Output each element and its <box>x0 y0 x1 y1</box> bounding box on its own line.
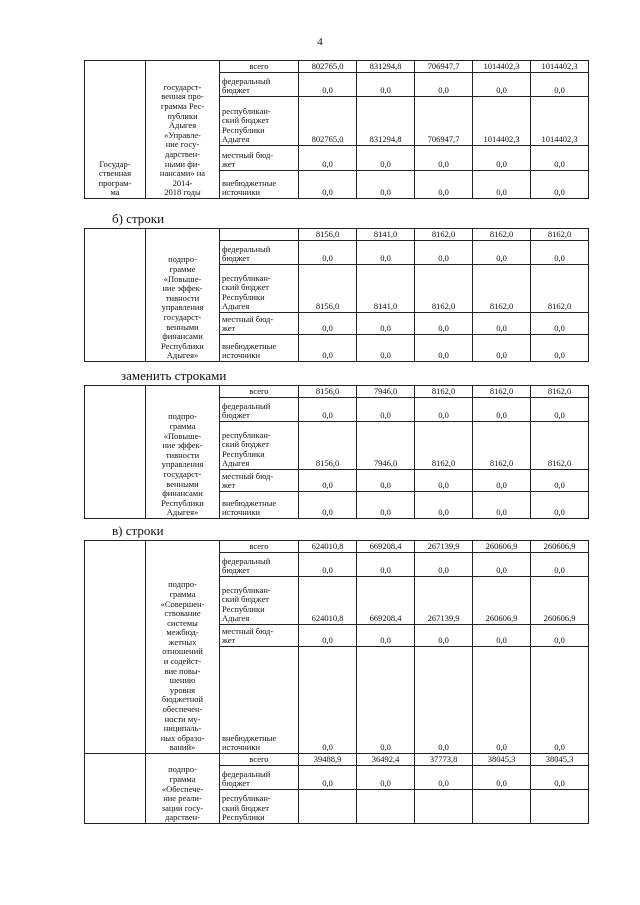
amount-cell: 624010,8 <box>299 577 357 625</box>
amount-cell: 0,0 <box>473 625 531 647</box>
amount-cell: 38045,3 <box>531 754 589 766</box>
program-type-cell <box>85 386 146 519</box>
budget-table-state-program <box>84 60 589 199</box>
amount-cell: 0,0 <box>473 492 531 519</box>
amount-cell: 0,0 <box>473 313 531 335</box>
amount-cell: 8162,0 <box>531 265 589 313</box>
funding-source-cell <box>220 229 299 241</box>
section-label-b: б) строки <box>112 211 165 226</box>
funding-source-cell: федеральный бюджет <box>220 398 299 422</box>
amount-cell: 0,0 <box>415 171 473 199</box>
amount-cell: 802765,0 <box>299 61 357 73</box>
funding-source-cell: местный бюд- жет <box>220 313 299 335</box>
amount-cell: 0,0 <box>531 335 589 362</box>
amount-cell: 0,0 <box>415 470 473 492</box>
funding-source-cell: местный бюд- жет <box>220 625 299 647</box>
funding-source-cell: республикан- ский бюджет Республики Адыгея <box>220 577 299 625</box>
amount-cell: 260606,9 <box>531 577 589 625</box>
program-name-cell: подпро- грамме «Повыше- ние эффек- тивности управления государст- венными финансами Республики Адыгея» <box>146 229 220 362</box>
amount-cell <box>299 790 357 824</box>
funding-source-cell: республикан- ский бюджет Республики Адыгея <box>220 265 299 313</box>
table-row <box>85 61 589 73</box>
amount-cell: 0,0 <box>299 470 357 492</box>
amount-cell: 0,0 <box>299 398 357 422</box>
budget-table-lines-b <box>84 228 589 362</box>
program-type-cell: Государ- ственная програм- ма <box>85 61 146 199</box>
amount-cell: 706947,7 <box>415 61 473 73</box>
program-name-cell: государст- венная про- грамма Рес- публики Адыгея «Управле- ние госу- дарствен- ными фи- нансами» на 2014- 2018 годы <box>146 61 220 199</box>
amount-cell: 0,0 <box>299 73 357 97</box>
funding-source-cell: всего <box>220 61 299 73</box>
amount-cell: 38045,3 <box>473 754 531 766</box>
amount-cell: 1014402,3 <box>531 97 589 146</box>
program-name-cell: подпро- грамма «Совершен- ствование системы межбюд- жетных отношений и содейст- вие повы- шению уровня бюджетной обеспечен- ности му- ниципаль- ных образо- ваний» <box>146 541 220 754</box>
amount-cell: 8156,0 <box>299 422 357 470</box>
funding-source-cell: всего <box>220 541 299 553</box>
amount-cell: 0,0 <box>531 470 589 492</box>
amount-cell: 267139,9 <box>415 541 473 553</box>
amount-cell: 0,0 <box>299 625 357 647</box>
funding-source-cell: республикан- ский бюджет Республики Адыгея <box>220 422 299 470</box>
amount-cell: 0,0 <box>531 241 589 265</box>
program-type-cell <box>85 541 146 754</box>
table-row <box>85 229 589 241</box>
amount-cell: 706947,7 <box>415 97 473 146</box>
funding-source-cell: внебюджетные источники <box>220 647 299 754</box>
amount-cell: 1014402,3 <box>473 97 531 146</box>
amount-cell: 8162,0 <box>473 422 531 470</box>
amount-cell: 8162,0 <box>415 265 473 313</box>
amount-cell: 831294,8 <box>357 61 415 73</box>
funding-source-cell: федеральный бюджет <box>220 73 299 97</box>
amount-cell: 0,0 <box>531 625 589 647</box>
program-type-cell <box>85 229 146 362</box>
amount-cell: 0,0 <box>357 625 415 647</box>
amount-cell: 0,0 <box>299 766 357 790</box>
amount-cell: 8156,0 <box>299 386 357 398</box>
funding-source-cell: федеральный бюджет <box>220 241 299 265</box>
amount-cell: 0,0 <box>299 335 357 362</box>
funding-source-cell: всего <box>220 754 299 766</box>
amount-cell: 0,0 <box>299 492 357 519</box>
amount-cell: 0,0 <box>357 553 415 577</box>
amount-cell: 0,0 <box>473 146 531 171</box>
page-number: 4 <box>317 36 323 48</box>
amount-cell <box>357 790 415 824</box>
funding-source-cell: внебюджетные источники <box>220 492 299 519</box>
funding-source-cell: республикан- ский бюджет Республики Адыгея <box>220 97 299 146</box>
amount-cell: 0,0 <box>415 313 473 335</box>
amount-cell: 0,0 <box>357 335 415 362</box>
amount-cell: 0,0 <box>531 313 589 335</box>
amount-cell: 39488,9 <box>299 754 357 766</box>
amount-cell: 8156,0 <box>299 229 357 241</box>
amount-cell: 8162,0 <box>473 265 531 313</box>
amount-cell: 0,0 <box>357 73 415 97</box>
amount-cell: 0,0 <box>357 171 415 199</box>
amount-cell: 0,0 <box>415 241 473 265</box>
amount-cell: 8162,0 <box>473 386 531 398</box>
amount-cell: 0,0 <box>299 171 357 199</box>
funding-source-cell: республикан- ский бюджет Республики <box>220 790 299 824</box>
program-name-cell: подпро- грамма «Обеспече- ние реали- зации госу- дарствен- <box>146 754 220 824</box>
table-row <box>85 386 589 398</box>
budget-table-lines-d <box>84 540 589 824</box>
amount-cell: 8162,0 <box>415 422 473 470</box>
budget-table-replace-lines <box>84 385 589 519</box>
table-row <box>85 541 589 553</box>
amount-cell: 669208,4 <box>357 541 415 553</box>
amount-cell: 7946,0 <box>357 422 415 470</box>
amount-cell: 0,0 <box>299 553 357 577</box>
amount-cell: 0,0 <box>357 146 415 171</box>
amount-cell: 624010,8 <box>299 541 357 553</box>
funding-source-cell: всего <box>220 386 299 398</box>
amount-cell: 8141,0 <box>357 229 415 241</box>
amount-cell: 36492,4 <box>357 754 415 766</box>
amount-cell: 260606,9 <box>473 541 531 553</box>
section-label-d: в) строки <box>112 523 164 538</box>
amount-cell: 0,0 <box>473 398 531 422</box>
amount-cell <box>531 790 589 824</box>
amount-cell: 1014402,3 <box>531 61 589 73</box>
amount-cell: 0,0 <box>357 313 415 335</box>
amount-cell: 0,0 <box>473 73 531 97</box>
funding-source-cell: местный бюд- жет <box>220 146 299 171</box>
amount-cell: 260606,9 <box>473 577 531 625</box>
amount-cell: 802765,0 <box>299 97 357 146</box>
amount-cell: 0,0 <box>357 766 415 790</box>
amount-cell: 0,0 <box>415 553 473 577</box>
amount-cell: 1014402,3 <box>473 61 531 73</box>
funding-source-cell: федеральный бюджет <box>220 766 299 790</box>
amount-cell: 0,0 <box>531 553 589 577</box>
program-name-cell: подпро- грамма «Повыше- ние эффек- тивности управления государст- венными финансами Республики Адыгея» <box>146 386 220 519</box>
amount-cell: 0,0 <box>357 647 415 754</box>
amount-cell: 8162,0 <box>531 229 589 241</box>
amount-cell: 0,0 <box>357 492 415 519</box>
amount-cell: 0,0 <box>531 73 589 97</box>
amount-cell: 0,0 <box>415 647 473 754</box>
amount-cell: 0,0 <box>531 766 589 790</box>
amount-cell <box>473 790 531 824</box>
amount-cell: 831294,8 <box>357 97 415 146</box>
amount-cell: 0,0 <box>473 335 531 362</box>
amount-cell: 0,0 <box>357 398 415 422</box>
amount-cell: 0,0 <box>473 241 531 265</box>
amount-cell: 260606,9 <box>531 541 589 553</box>
amount-cell: 8141,0 <box>357 265 415 313</box>
amount-cell: 0,0 <box>415 398 473 422</box>
amount-cell: 8156,0 <box>299 265 357 313</box>
amount-cell: 0,0 <box>473 647 531 754</box>
amount-cell: 37773,8 <box>415 754 473 766</box>
amount-cell: 0,0 <box>531 398 589 422</box>
amount-cell: 0,0 <box>357 470 415 492</box>
amount-cell: 0,0 <box>415 625 473 647</box>
amount-cell: 0,0 <box>531 492 589 519</box>
amount-cell: 8162,0 <box>415 229 473 241</box>
amount-cell: 0,0 <box>473 766 531 790</box>
amount-cell: 0,0 <box>473 470 531 492</box>
amount-cell: 0,0 <box>415 335 473 362</box>
amount-cell <box>415 790 473 824</box>
amount-cell: 0,0 <box>357 241 415 265</box>
funding-source-cell: местный бюд- жет <box>220 470 299 492</box>
amount-cell: 0,0 <box>473 171 531 199</box>
amount-cell: 669208,4 <box>357 577 415 625</box>
amount-cell: 8162,0 <box>415 386 473 398</box>
amount-cell: 0,0 <box>299 647 357 754</box>
amount-cell: 8162,0 <box>531 422 589 470</box>
amount-cell: 8162,0 <box>473 229 531 241</box>
program-type-cell <box>85 754 146 824</box>
amount-cell: 8162,0 <box>531 386 589 398</box>
amount-cell: 0,0 <box>299 241 357 265</box>
amount-cell: 0,0 <box>299 313 357 335</box>
table-row <box>85 754 589 766</box>
amount-cell: 0,0 <box>415 492 473 519</box>
amount-cell: 0,0 <box>531 146 589 171</box>
amount-cell: 0,0 <box>531 171 589 199</box>
funding-source-cell: внебюджетные источники <box>220 335 299 362</box>
section-label-c: заменить строками <box>121 368 227 383</box>
amount-cell: 0,0 <box>473 553 531 577</box>
amount-cell: 7946,0 <box>357 386 415 398</box>
amount-cell: 0,0 <box>531 647 589 754</box>
amount-cell: 0,0 <box>415 766 473 790</box>
amount-cell: 0,0 <box>299 146 357 171</box>
amount-cell: 267139,9 <box>415 577 473 625</box>
funding-source-cell: внебюджетные источники <box>220 171 299 199</box>
amount-cell: 0,0 <box>415 73 473 97</box>
amount-cell: 0,0 <box>415 146 473 171</box>
funding-source-cell: федеральный бюджет <box>220 553 299 577</box>
